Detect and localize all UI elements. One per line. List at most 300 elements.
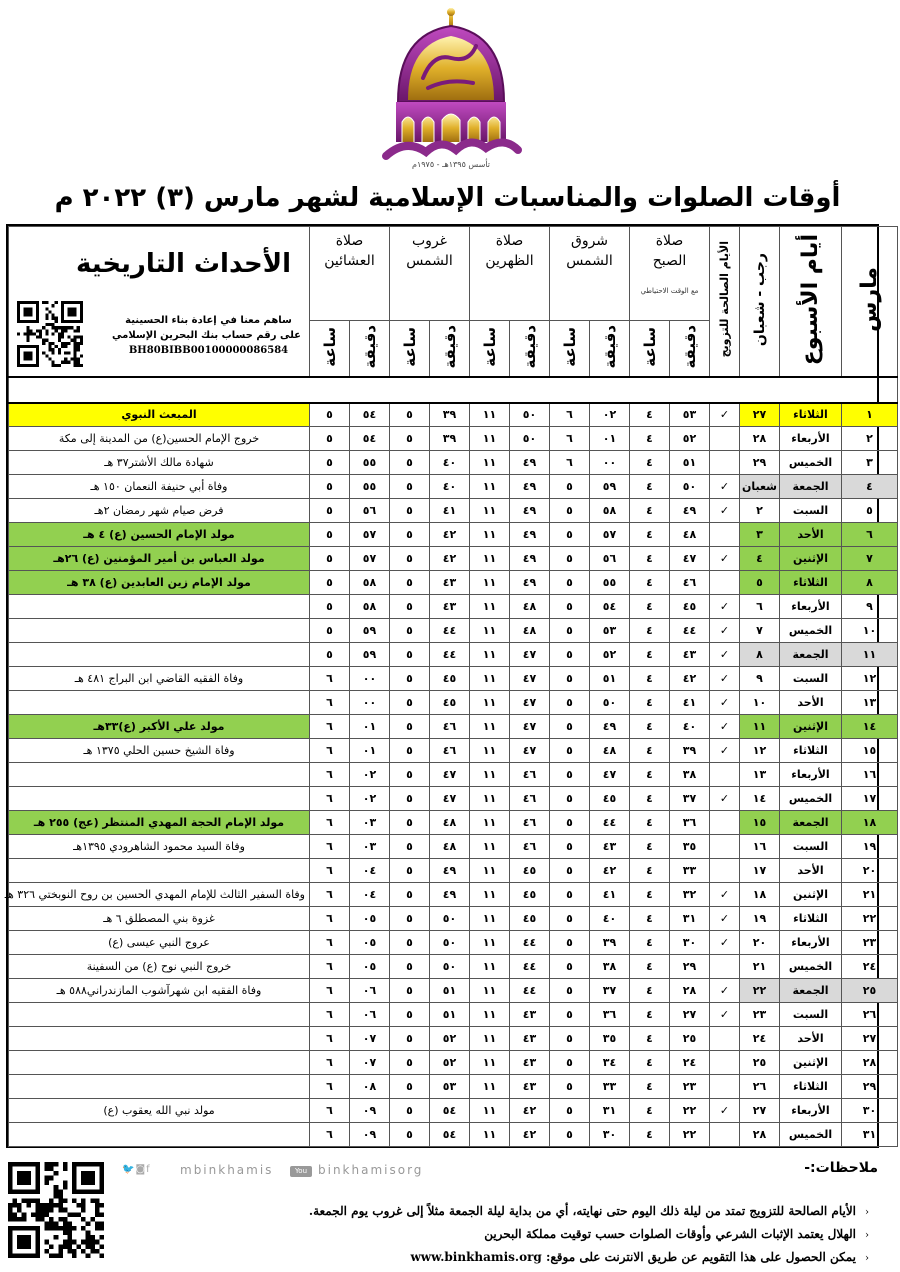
isha-minute-cell: ٠٠ [350,667,390,691]
social-links [122,1163,424,1186]
sunrise-hour-cell: ٥ [550,931,590,955]
dhuhr-hour-cell: ١١ [470,715,510,739]
isha-minute-cell: ٠٢ [350,787,390,811]
hijri-day-cell: ٢١ [740,955,780,979]
fajr-hour-cell: ٤ [630,763,670,787]
sunrise-minute-cell: ٥٨ [590,499,630,523]
sunrise-minute-cell: ٤٧ [590,763,630,787]
dhuhr-hour-cell: ١١ [470,667,510,691]
sunset-minute-cell: ٤٤ [430,619,470,643]
sunrise-hour-cell: ٥ [550,1003,590,1027]
sunset-hour-header: ساعة [390,321,430,377]
table-row [9,739,898,763]
march-day-cell: ١٠ [842,619,898,643]
fajr-hour-cell: ٤ [630,955,670,979]
dhuhr-minute-cell: ٤٣ [510,1075,550,1099]
sunset-minute-cell: ٥٤ [430,1123,470,1147]
sunrise-hour-cell: ٥ [550,475,590,499]
sunrise-hour-cell: ٥ [550,1099,590,1123]
sunset-hour-cell: ٥ [390,547,430,571]
sunrise-hour-cell: ٥ [550,667,590,691]
fajr-minute-cell: ٤٤ [670,619,710,643]
sunset-minute-cell: ٤٦ [430,715,470,739]
sunset-minute-cell: ٤٠ [430,475,470,499]
facebook-icon[interactable]: f [146,1164,151,1175]
event-cell: مولد نبي الله يعقوب (ع) [9,1099,310,1123]
sunrise-minute-cell: ٤٣ [590,835,630,859]
dhuhr-minute-cell: ٥٠ [510,427,550,451]
fajr-hour-header: ساعة [630,321,670,377]
isha-hour-cell: ٦ [310,691,350,715]
sunset-hour-cell: ٥ [390,571,430,595]
dhuhr-minute-cell: ٤٦ [510,811,550,835]
sunrise-minute-cell: ٤٥ [590,787,630,811]
event-cell: مولد الإمام الحسين (ع) ٤ هـ [9,523,310,547]
weekday-cell: السبت [780,835,842,859]
sunrise-minute-cell: ٥٥ [590,571,630,595]
youtube-icon[interactable]: You Tube [290,1166,312,1177]
fajr-minute-cell: ٥٣ [670,403,710,427]
isha-hour-header: ساعة [310,321,350,377]
social-handle[interactable]: mbinkhamis [180,1163,274,1177]
dhuhr-hour-cell: ١١ [470,1027,510,1051]
sunset-minute-cell: ٥٠ [430,907,470,931]
check-icon: ✓ [710,1099,740,1123]
isha-minute-cell: ٠٤ [350,883,390,907]
weekday-cell: الأربعاء [780,931,842,955]
fajr-hour-cell: ٤ [630,547,670,571]
fajr-hour-cell: ٤ [630,1123,670,1147]
event-cell [9,619,310,643]
event-cell: وفاة الفقيه ابن شهرآشوب المازندراني٥٨٨ هـ [9,979,310,1003]
isha-minute-cell: ٥٨ [350,571,390,595]
march-day-cell: ١٢ [842,667,898,691]
fajr-hour-cell: ٤ [630,811,670,835]
weekday-cell: الأربعاء [780,427,842,451]
sunrise-minute-cell: ٥٢ [590,643,630,667]
weekday-cell: الأحد [780,691,842,715]
sunset-minute-cell: ٤٩ [430,883,470,907]
sunrise-minute-cell: ٤٠ [590,907,630,931]
fajr-minute-cell: ٢٢ [670,1123,710,1147]
fajr-hour-cell: ٤ [630,451,670,475]
header-march: مارس [842,227,898,377]
check-icon: ✓ [710,979,740,1003]
sunset-hour-cell: ٥ [390,763,430,787]
event-cell [9,1075,310,1099]
dhuhr-hour-cell: ١١ [470,571,510,595]
sunrise-hour-cell: ٥ [550,859,590,883]
weekday-cell: السبت [780,499,842,523]
isha-minute-cell: ٥٨ [350,595,390,619]
isha-hour-cell: ٦ [310,931,350,955]
fajr-hour-cell: ٤ [630,1003,670,1027]
sunset-minute-cell: ٤٧ [430,787,470,811]
sunset-hour-cell: ٥ [390,1123,430,1147]
event-cell [9,763,310,787]
marriage-cell [710,859,740,883]
weekday-cell: الثلاثاء [780,1075,842,1099]
hijri-day-cell: ١٦ [740,835,780,859]
sunrise-minute-cell: ٣٣ [590,1075,630,1099]
fajr-minute-cell: ٣٣ [670,859,710,883]
sunset-hour-cell: ٥ [390,451,430,475]
event-cell [9,787,310,811]
dhuhr-minute-cell: ٤٤ [510,979,550,1003]
table-row [9,787,898,811]
twitter-icon[interactable]: 🐦 [122,1164,136,1175]
isha-minute-cell: ٠١ [350,715,390,739]
sunrise-minute-cell: ٤١ [590,883,630,907]
isha-hour-cell: ٦ [310,979,350,1003]
hijri-day-cell: ٢٧ [740,1099,780,1123]
isha-hour-cell: ٦ [310,1027,350,1051]
hijri-day-cell: ٢ [740,499,780,523]
isha-hour-cell: ٥ [310,619,350,643]
sunset-hour-cell: ٥ [390,883,430,907]
sunset-minute-cell: ٥٠ [430,931,470,955]
sunrise-minute-cell: ٤٤ [590,811,630,835]
sunset-minute-cell: ٤٣ [430,571,470,595]
sunset-minute-cell: ٤٥ [430,691,470,715]
table-row [9,1003,898,1027]
isha-minute-cell: ٥٧ [350,523,390,547]
dhuhr-hour-cell: ١١ [470,1099,510,1123]
sunrise-hour-cell: ٥ [550,1027,590,1051]
sunset-hour-cell: ٥ [390,715,430,739]
isha-hour-cell: ٦ [310,1051,350,1075]
sunset-hour-cell: ٥ [390,523,430,547]
event-cell [9,1027,310,1051]
sunset-hour-cell: ٥ [390,907,430,931]
sunrise-minute-cell: ٠١ [590,427,630,451]
isha-hour-cell: ٦ [310,1003,350,1027]
march-day-cell: ١٤ [842,715,898,739]
weekday-cell: الإثنين [780,715,842,739]
isha-minute-cell: ٠٨ [350,1075,390,1099]
dhuhr-minute-cell: ٤٧ [510,691,550,715]
sunset-minute-cell: ٣٩ [430,403,470,427]
table-row [9,667,898,691]
sunrise-minute-cell: ٥٩ [590,475,630,499]
marriage-cell [710,1123,740,1147]
isha-hour-cell: ٦ [310,955,350,979]
hijri-day-cell: ٩ [740,667,780,691]
weekday-cell: الخميس [780,787,842,811]
hijri-day-cell: ١٩ [740,907,780,931]
hijri-day-cell: ٢٨ [740,427,780,451]
sunset-minute-cell: ٥٢ [430,1027,470,1051]
sunset-minute-cell: ٥٣ [430,1075,470,1099]
dhuhr-minute-cell: ٤٣ [510,1051,550,1075]
isha-minute-cell: ٥٧ [350,547,390,571]
sunrise-minute-cell: ٣٥ [590,1027,630,1051]
check-icon: ✓ [710,691,740,715]
weekday-cell: الثلاثاء [780,403,842,427]
social-icons [122,1164,151,1175]
check-icon: ✓ [710,739,740,763]
table-row [9,523,898,547]
weekday-cell: الإثنين [780,883,842,907]
weekday-cell: الخميس [780,955,842,979]
event-cell [9,1003,310,1027]
events-header [9,227,310,377]
sunrise-minute-cell: ٣١ [590,1099,630,1123]
check-icon: ✓ [710,787,740,811]
march-day-cell: ١٦ [842,763,898,787]
fajr-minute-cell: ٤٢ [670,667,710,691]
dhuhr-hour-cell: ١١ [470,763,510,787]
dhuhr-minute-cell: ٤٥ [510,859,550,883]
isha-minute-cell: ٥٤ [350,403,390,427]
dhuhr-minute-header: دقيقة [510,321,550,377]
weekday-cell: الأربعاء [780,595,842,619]
dhuhr-hour-cell: ١١ [470,1075,510,1099]
fajr-minute-cell: ٣٢ [670,883,710,907]
check-icon: ✓ [710,907,740,931]
dhuhr-hour-cell: ١١ [470,643,510,667]
sunrise-minute-cell: ٣٦ [590,1003,630,1027]
table-row [9,931,898,955]
table-row [9,883,898,907]
march-day-cell: ٢٠ [842,859,898,883]
isha-hour-cell: ٦ [310,763,350,787]
isha-minute-header: دقيقة [350,321,390,377]
fajr-minute-cell: ٢٢ [670,1099,710,1123]
sunset-minute-cell: ٤٥ [430,667,470,691]
sunrise-minute-cell: ٥٤ [590,595,630,619]
sunset-hour-cell: ٥ [390,859,430,883]
dhuhr-hour-cell: ١١ [470,451,510,475]
event-cell: خروج الإمام الحسين(ع) من المدينة إلى مكة [9,427,310,451]
fajr-hour-cell: ٤ [630,907,670,931]
sunrise-minute-cell: ٣٧ [590,979,630,1003]
isha-hour-cell: ٥ [310,595,350,619]
weekday-cell: الأحد [780,1027,842,1051]
sunset-hour-cell: ٥ [390,595,430,619]
header-sunrise: شروق الشمس [550,227,630,321]
dhuhr-hour-cell: ١١ [470,907,510,931]
dhuhr-hour-cell: ١١ [470,427,510,451]
isha-hour-cell: ٥ [310,571,350,595]
isha-minute-cell: ٥٤ [350,427,390,451]
sunrise-hour-cell: ٦ [550,403,590,427]
check-icon: ✓ [710,883,740,907]
isha-hour-cell: ٥ [310,427,350,451]
check-icon: ✓ [710,475,740,499]
sunrise-hour-cell: ٥ [550,1051,590,1075]
weekday-cell: الخميس [780,619,842,643]
table-row [9,1075,898,1099]
fajr-minute-cell: ٤٧ [670,547,710,571]
dhuhr-hour-cell: ١١ [470,547,510,571]
dhuhr-hour-cell: ١١ [470,1003,510,1027]
sunrise-hour-cell: ٥ [550,787,590,811]
isha-hour-cell: ٦ [310,907,350,931]
isha-minute-cell: ٠٠ [350,691,390,715]
sunrise-minute-cell: ٣٤ [590,1051,630,1075]
dhuhr-hour-cell: ١١ [470,403,510,427]
fajr-minute-cell: ٢٨ [670,979,710,1003]
check-icon: ✓ [710,643,740,667]
isha-minute-cell: ٥٦ [350,499,390,523]
isha-minute-cell: ٠٩ [350,1099,390,1123]
fajr-minute-cell: ٤٣ [670,643,710,667]
hijri-day-cell: ٧ [740,619,780,643]
dhuhr-minute-cell: ٤٥ [510,883,550,907]
table-row [9,1123,898,1147]
fajr-hour-cell: ٤ [630,403,670,427]
instagram-icon[interactable]: ◙ [135,1164,147,1175]
weekday-cell: الثلاثاء [780,907,842,931]
fajr-minute-cell: ٤٨ [670,523,710,547]
dhuhr-minute-cell: ٤٦ [510,787,550,811]
weekday-cell: الإثنين [780,547,842,571]
isha-hour-cell: ٥ [310,643,350,667]
marriage-cell [710,763,740,787]
dhuhr-hour-cell: ١١ [470,1051,510,1075]
sunset-minute-cell: ٣٩ [430,427,470,451]
dhuhr-minute-cell: ٤٩ [510,499,550,523]
sunset-hour-cell: ٥ [390,691,430,715]
isha-hour-cell: ٥ [310,403,350,427]
weekday-cell: الأربعاء [780,763,842,787]
sunrise-minute-cell: ٥٧ [590,523,630,547]
table-row [9,859,898,883]
youtube-channel[interactable]: binkhamisorg [318,1163,424,1177]
check-icon: ✓ [710,595,740,619]
sunset-hour-cell: ٥ [390,955,430,979]
fajr-hour-cell: ٤ [630,619,670,643]
sunset-hour-cell: ٥ [390,739,430,763]
dhuhr-minute-cell: ٤٤ [510,955,550,979]
fajr-minute-cell: ٣٦ [670,811,710,835]
fajr-hour-cell: ٤ [630,523,670,547]
fajr-minute-cell: ٣٧ [670,787,710,811]
dhuhr-minute-cell: ٤٩ [510,475,550,499]
note-1: ‹الأيام الصالحة للتزويج تمتد من ليلة ذلك اليوم حتى نهايته، أي من بداية ليلة الجمعة مثلاً إلى غروب يوم الجمعة. [138,1204,878,1218]
fajr-hour-cell: ٤ [630,475,670,499]
march-day-cell: ٦ [842,523,898,547]
dhuhr-minute-cell: ٤٥ [510,907,550,931]
sunrise-minute-cell: ٥٠ [590,691,630,715]
isha-hour-cell: ٥ [310,547,350,571]
dhuhr-minute-cell: ٤٩ [510,547,550,571]
isha-hour-cell: ٦ [310,835,350,859]
donate-line-1: ساهم معنا في إعادة بناء الحسينية [125,315,292,326]
note-2: ‹الهلال يعتمد الإثبات الشرعي وأوقات الصلوات حسب توقيت مملكة البحرين [138,1227,878,1241]
fajr-hour-cell: ٤ [630,883,670,907]
march-day-cell: ٢٩ [842,1075,898,1099]
hijri-day-cell: ١٣ [740,763,780,787]
isha-hour-cell: ٦ [310,715,350,739]
table-row [9,403,898,427]
march-day-cell: ١١ [842,643,898,667]
dhuhr-minute-cell: ٤٢ [510,1099,550,1123]
fajr-minute-cell: ٢٤ [670,1051,710,1075]
event-cell: غزوة بني المصطلق ٦ هـ [9,907,310,931]
fajr-minute-cell: ٢٥ [670,1027,710,1051]
fajr-hour-cell: ٤ [630,427,670,451]
hijri-day-cell: شعبان [740,475,780,499]
fajr-hour-cell: ٤ [630,1051,670,1075]
bullet-arrow-icon: ‹ [865,1253,869,1264]
isha-minute-cell: ٠٥ [350,931,390,955]
fajr-minute-cell: ٤١ [670,691,710,715]
event-cell [9,643,310,667]
dhuhr-hour-cell: ١١ [470,883,510,907]
table-row [9,715,898,739]
march-day-cell: ١٩ [842,835,898,859]
hijri-day-cell: ٤ [740,547,780,571]
sunset-minute-cell: ٤٣ [430,595,470,619]
dhuhr-minute-cell: ٤٨ [510,595,550,619]
fajr-minute-cell: ٢٩ [670,955,710,979]
weekday-cell: الجمعة [780,811,842,835]
weekday-cell: الإثنين [780,1051,842,1075]
fajr-hour-cell: ٤ [630,667,670,691]
table-row [9,691,898,715]
isha-minute-cell: ٥٩ [350,643,390,667]
march-day-cell: ٩ [842,595,898,619]
fajr-minute-cell: ٣٠ [670,931,710,955]
isha-minute-cell: ٠٥ [350,907,390,931]
sunset-minute-cell: ٤١ [430,499,470,523]
table-row [9,979,898,1003]
march-day-cell: ٢٥ [842,979,898,1003]
table-row [9,427,898,451]
fajr-hour-cell: ٤ [630,787,670,811]
isha-hour-cell: ٥ [310,499,350,523]
hijri-day-cell: ١٢ [740,739,780,763]
sunrise-hour-cell: ٥ [550,811,590,835]
sunrise-hour-cell: ٥ [550,955,590,979]
march-day-cell: ٥ [842,499,898,523]
dhuhr-hour-cell: ١١ [470,931,510,955]
fajr-hour-cell: ٤ [630,691,670,715]
header-sunset: غروب الشمس [390,227,470,321]
fajr-minute-header: دقيقة [670,321,710,377]
table-row [9,451,898,475]
sunset-minute-cell: ٥١ [430,1003,470,1027]
isha-minute-cell: ٠٥ [350,955,390,979]
marriage-cell [710,811,740,835]
sunset-hour-cell: ٥ [390,499,430,523]
event-cell [9,595,310,619]
sunrise-hour-cell: ٥ [550,619,590,643]
table-row [9,907,898,931]
isha-minute-cell: ٠٦ [350,979,390,1003]
marriage-cell [710,835,740,859]
isha-hour-cell: ٦ [310,1075,350,1099]
hijri-day-cell: ٢٨ [740,1123,780,1147]
weekday-cell: الجمعة [780,475,842,499]
hijri-day-cell: ١١ [740,715,780,739]
marriage-cell [710,571,740,595]
fajr-hour-cell: ٤ [630,931,670,955]
logo-year: تأسس ١٣٩٥هـ - ١٩٧٥م [412,160,490,169]
dhuhr-minute-cell: ٤٤ [510,931,550,955]
sunrise-hour-cell: ٥ [550,739,590,763]
sunrise-minute-cell: ٣٠ [590,1123,630,1147]
hijri-day-cell: ٢٩ [740,451,780,475]
event-cell: مولد الإمام الحجة المهدي المنتظر (عج) ٢٥٥ هـ [9,811,310,835]
header-weekday: أيام الأسبوع [780,227,842,377]
dhuhr-minute-cell: ٤٦ [510,835,550,859]
sunrise-minute-cell: ٥٣ [590,619,630,643]
isha-hour-cell: ٦ [310,667,350,691]
sunrise-hour-header: ساعة [550,321,590,377]
